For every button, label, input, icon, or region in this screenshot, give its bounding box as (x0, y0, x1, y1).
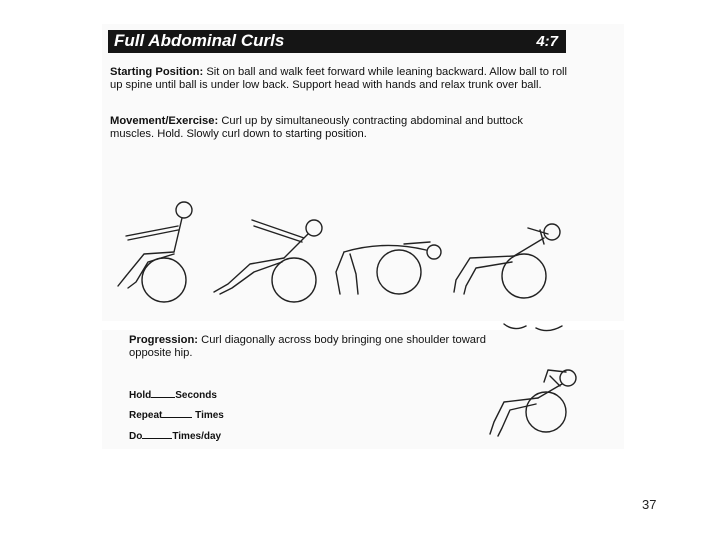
repeat-label: Repeat (129, 410, 163, 421)
repeat-blank[interactable] (162, 408, 192, 418)
starting-position-paragraph (110, 66, 570, 91)
starting-position-text: Sit on ball and walk feet forward while leaning backward. Allow ball to roll up spine until ball is under low back. Support head with hands and relax trunk over ball. (110, 66, 568, 91)
do-field (129, 429, 221, 442)
page-number: 37 (642, 497, 657, 512)
progression-paragraph (129, 334, 489, 359)
do-label: Do (129, 431, 143, 442)
repeat-unit: Times (195, 410, 224, 421)
figure-sitting-upright (118, 202, 192, 302)
movement-text: Curl up by simultaneously contracting abdominal and buttock muscles. Hold. Slowly curl down to starting position. (110, 115, 523, 140)
exercise-code: 4:7 (536, 33, 558, 50)
figure-leaning-back (214, 220, 322, 302)
hold-label: Hold (129, 390, 152, 401)
repeat-field (129, 408, 224, 421)
cropped-illustration-fragment (500, 322, 570, 338)
progression-text: Curl diagonally across body bringing one shoulder toward opposite hip. (129, 334, 486, 359)
figure-lying-over-ball (336, 242, 441, 294)
figure-diagonal-curl (482, 352, 582, 438)
movement-paragraph (110, 115, 570, 140)
do-unit: Times/day (172, 431, 222, 442)
progression-label: Progression: (129, 334, 199, 346)
figure-curl-up (454, 224, 560, 298)
hold-unit: Seconds (175, 390, 217, 401)
starting-position-label: Starting Position: (110, 66, 204, 78)
title-bar (108, 30, 566, 53)
exercise-illustrations (104, 192, 566, 304)
hold-blank[interactable] (151, 388, 175, 398)
exercise-title: Full Abdominal Curls (114, 31, 285, 50)
hold-field (129, 388, 217, 401)
movement-label: Movement/Exercise: (110, 115, 219, 127)
do-blank[interactable] (142, 429, 172, 439)
